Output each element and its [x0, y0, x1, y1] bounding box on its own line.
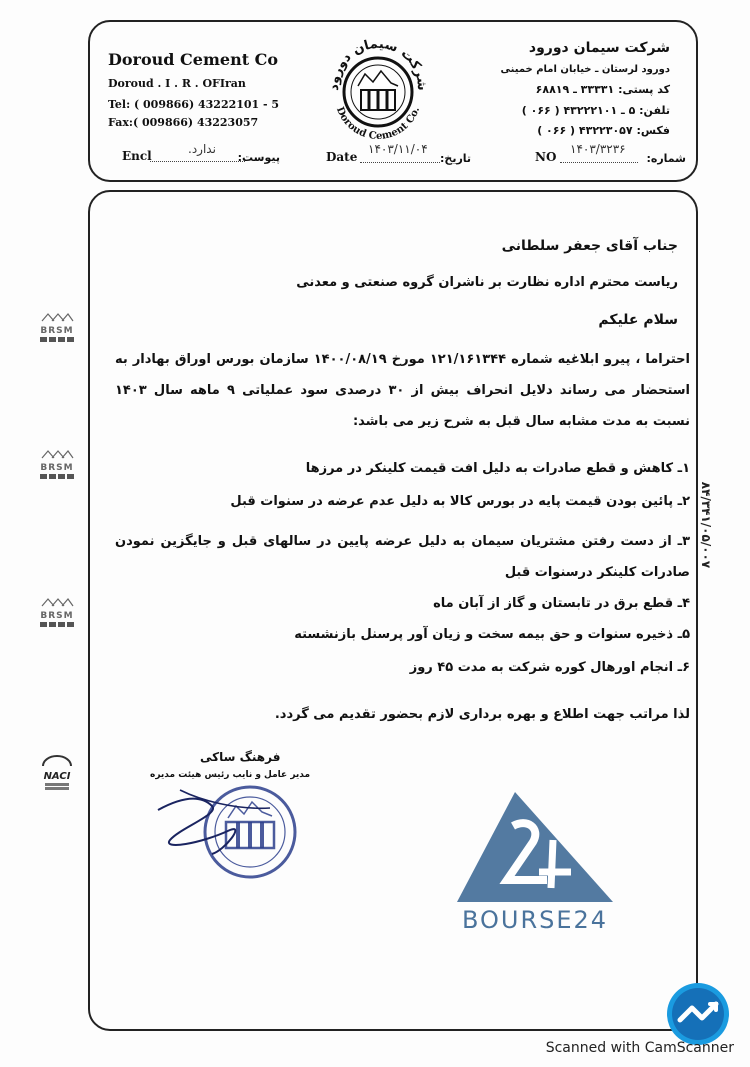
- greeting: سلام علیکم: [598, 312, 678, 328]
- recipient: جناب آقای جعفر سلطانی: [501, 238, 678, 254]
- cert-label: BRSM: [40, 611, 74, 621]
- recipient-title: ریاست محترم اداره نظارت بر ناشران گروه صنعتی و معدنی: [296, 275, 678, 290]
- cert-mark-2: [37, 444, 77, 479]
- encl-label-en: Encl: [122, 149, 152, 163]
- cert-mark-1: [37, 307, 77, 342]
- address-en: Doroud . I . R . OFIran: [108, 77, 246, 90]
- no-label-en: NO: [535, 150, 557, 164]
- naci-arc-icon: [41, 755, 73, 767]
- date-line: [360, 162, 440, 163]
- address-fa: دورود لرستان ـ خیابان امام خمینی: [500, 64, 670, 75]
- naci-label: NACI: [43, 771, 71, 782]
- postal-code-fa: کد پستی: ۳۳۳۳۱ ـ ۶۸۸۱۹: [535, 83, 670, 96]
- camscanner-logo-icon: [666, 982, 730, 1046]
- list-item: ۳ـ از دست رفتن مشتریان سیمان به دلیل عرضه پایین در سالهای قبل و جایگزین نمودن صادرات کلینکر درسنوات قبل: [115, 534, 690, 580]
- fax-fa: فکس: ۴۳۲۲۳۰۵۷ ( ۰۶۶ ): [537, 124, 670, 137]
- fax-en: Fax:( 009866) 43223057: [108, 116, 259, 129]
- list-item: ۴ـ قطع برق در تابستان و گاز از آبان ماه: [433, 596, 690, 611]
- tel-en: Tel: ( 009866) 43222101 - 5: [108, 98, 280, 111]
- bourse24-watermark-text: BOURSE24: [461, 906, 609, 934]
- phone-fa: تلفن: ۵ ـ ۴۳۲۲۲۱۰۱ ( ۰۶۶ ): [521, 104, 670, 117]
- date-value: ۱۴۰۳/۱۱/۰۴: [368, 142, 428, 156]
- logo-text-fa: شرکت سیمان دورود: [326, 36, 430, 92]
- date-label-en: Date: [326, 150, 358, 164]
- company-name-en: Doroud Cement Co: [108, 50, 279, 69]
- cert-roof-icon: [40, 449, 74, 459]
- list-item: ۱ـ کاهش و قطع صادرات به دلیل افت قیمت کلینکر در مرزها: [305, 461, 690, 476]
- closing-sentence: لذا مراتب جهت اطلاع و بهره برداری لازم بحضور تقدیم می گردد.: [274, 707, 690, 722]
- list-item: ۶ـ انجام اورهال کوره شرکت به مدت ۴۵ روز: [409, 660, 690, 675]
- camscanner-watermark-text: Scanned with CamScanner: [545, 1040, 734, 1056]
- date-label-fa: تاریخ:: [440, 152, 472, 165]
- reference-number: ۸۴/۳۴۱/۰۵/۰۰۷: [699, 481, 713, 569]
- logo-text-en: Doroud Cement Co.: [333, 105, 423, 143]
- signer-name: فرهنگ ساکی: [200, 750, 281, 764]
- cert-roof-icon: [40, 312, 74, 322]
- no-label-fa: شماره:: [646, 152, 686, 165]
- naci-mark: [37, 752, 77, 790]
- encl-value: ندارد.: [188, 142, 216, 156]
- cert-mark-3: [37, 592, 77, 627]
- bourse24-watermark-logo: [455, 790, 615, 908]
- no-value: ۱۴۰۳/۳۲۳۶: [570, 142, 626, 156]
- list-item: ۵ـ ذخیره سنوات و حق بیمه سخت و زیان آور پرسنل بازنشسته: [294, 627, 690, 642]
- signature-and-stamp: [140, 770, 310, 890]
- intro-paragraph: احتراما ، پیرو ابلاغیه شماره ۱۲۱/۱۶۱۳۴۴ مورخ ۱۴۰۰/۰۸/۱۹ سازمان بورس اوراق بهادار به استحضار می رساند دلایل انحراف بیش از ۳۰ درصدی سود عملیاتی ۹ ماهه سال ۱۴۰۳ نسبت به مدت مشابه سال قبل به شرح زیر می باشد:: [115, 352, 690, 429]
- encl-line: [150, 161, 245, 162]
- company-name-fa: شرکت سیمان دورود: [528, 40, 670, 56]
- list-item: ۲ـ پائین بودن قیمت پایه در بورس کالا به دلیل عدم عرضه در سنوات قبل: [230, 494, 690, 509]
- cert-label: BRSM: [40, 463, 74, 473]
- company-logo: [323, 26, 433, 146]
- cert-label: BRSM: [40, 326, 74, 336]
- cert-roof-icon: [40, 597, 74, 607]
- signer-title: مدیر عامل و نایب رئیس هیئت مدیره: [150, 770, 311, 780]
- no-line: [560, 162, 638, 163]
- encl-label-fa: پیوست:: [237, 151, 280, 164]
